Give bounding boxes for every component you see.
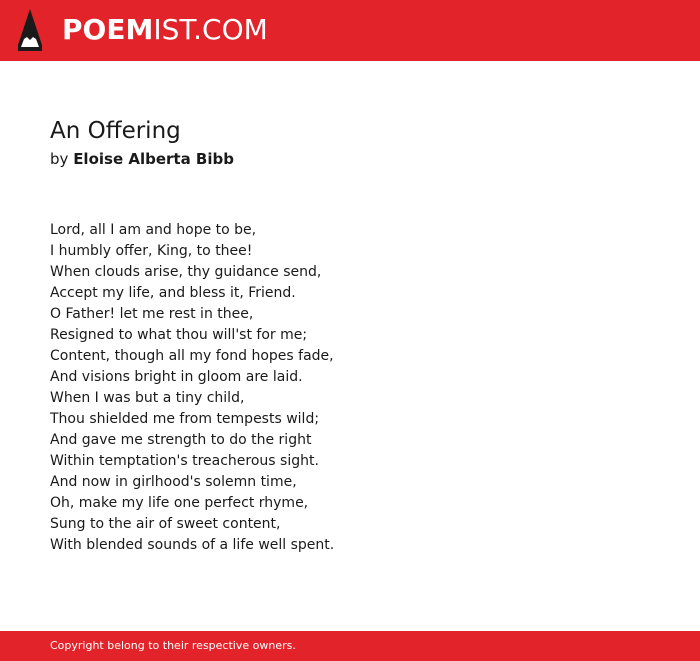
poem-line: When clouds arise, thy guidance send, [50, 264, 322, 280]
poem-body [50, 220, 334, 556]
copyright-notice: Copyright belong to their respective owners. [50, 639, 296, 652]
poem-line: Sung to the air of sweet content, [50, 516, 281, 532]
author-name: Eloise Alberta Bibb [73, 150, 234, 168]
poem-line: Lord, all I am and hope to be, [50, 222, 257, 238]
poem-line: Within temptation's treacherous sight. [50, 453, 319, 469]
poem-line: Content, though all my fond hopes fade, [50, 348, 334, 364]
byline-label: by [50, 150, 69, 168]
poem-line: And visions bright in gloom are laid. [50, 369, 303, 385]
poem-title: An Offering [50, 118, 181, 144]
site-header [0, 0, 700, 61]
poem-line: Accept my life, and bless it, Friend. [50, 285, 296, 301]
poem-byline [50, 150, 234, 168]
logo-text-light: IST.COM [153, 13, 268, 46]
poem-line: I humbly offer, King, to thee! [50, 243, 253, 259]
poem-line: And gave me strength to do the right [50, 432, 312, 448]
poem-line: When I was but a tiny child, [50, 390, 245, 406]
poem-line: Oh, make my life one perfect rhyme, [50, 495, 309, 511]
site-logo[interactable] [62, 14, 268, 46]
poem-line: Resigned to what thou will'st for me; [50, 327, 308, 343]
poem-line: And now in girlhood's solemn time, [50, 474, 297, 490]
poem-line: O Father! let me rest in thee, [50, 306, 254, 322]
poem-line: Thou shielded me from tempests wild; [50, 411, 320, 427]
poem-line: With blended sounds of a life well spent. [50, 537, 335, 553]
logo-text-strong: POEM [62, 13, 154, 46]
site-footer [0, 631, 700, 661]
pencil-tip-icon[interactable] [18, 9, 42, 51]
